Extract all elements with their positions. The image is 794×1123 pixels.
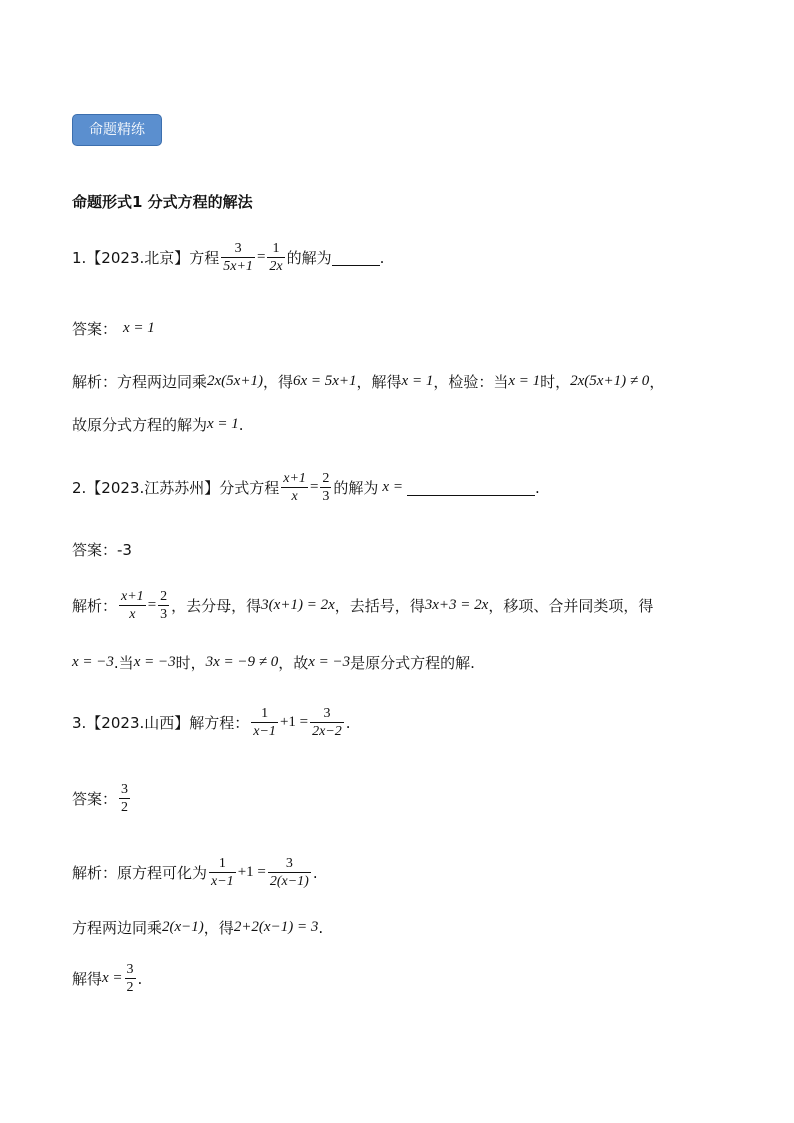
q2-answer-value: -3	[117, 540, 132, 559]
q2-analysis-line-2	[72, 652, 475, 673]
q3-lhs-fraction	[251, 705, 278, 740]
q3-b-lhs-fraction	[209, 855, 236, 890]
q2-expr-3: x = −3	[72, 654, 114, 670]
q2-text-4: .当	[113, 654, 134, 672]
q1-expr-b: 6x = 5x+1	[292, 373, 357, 389]
q1-analysis-line-1	[72, 371, 664, 392]
q2-analysis-line-1	[72, 588, 653, 623]
q3-answer	[72, 781, 132, 816]
q3-analysis-line-2	[72, 917, 323, 938]
q1-text-d: 时，	[540, 373, 571, 391]
q1-conclusion-text: 故原分式方程的解为	[72, 416, 208, 434]
q2-answer	[72, 539, 132, 560]
q1-answer	[72, 318, 155, 339]
q2-eq: =	[309, 479, 319, 495]
q3-step2-end: .	[318, 918, 324, 937]
q1-text-e: ，	[649, 373, 665, 391]
q2-analysis-text: 解析：	[72, 597, 118, 615]
q1-lhs-fraction	[221, 240, 255, 275]
q2-text-3: ，移项、合并同类项，得	[488, 597, 654, 615]
q3-step3-den: 2	[126, 980, 134, 995]
q1-rhs-den: 2x	[269, 259, 283, 274]
q2-text-1: ，去分母，得	[171, 597, 262, 615]
section-heading: 命题形式1 分式方程的解法	[72, 193, 253, 211]
q1-analysis-line-2	[72, 414, 244, 435]
q2-text-7: 是原分式方程的解.	[350, 654, 475, 672]
q1-lhs-den: 5x+1	[223, 259, 253, 274]
q3-step2-expr-1: 2(x−1)	[162, 919, 204, 935]
q2-answer-label: 答案：	[72, 541, 118, 559]
q2-lhs-fraction	[281, 470, 308, 505]
q3-step3-fraction	[125, 961, 136, 996]
q2-suffix: 的解为	[333, 479, 379, 497]
q2-expr-4: x = −3	[133, 654, 176, 670]
q1-end: .	[379, 248, 385, 267]
q3-b-end: .	[312, 863, 318, 882]
q3-ans-den: 2	[121, 800, 129, 815]
q1-rhs-num: 1	[272, 241, 280, 256]
q1-suffix: 的解为	[286, 249, 332, 267]
q1-analysis-text: 解析：方程两边同乘	[72, 373, 208, 391]
q2-answer-blank	[407, 494, 535, 496]
q1-eq: =	[256, 249, 266, 265]
q3-lhs-num: 1	[261, 706, 269, 721]
q2-analysis-lhs-fraction	[119, 588, 146, 623]
q3-b-den: x−1	[211, 874, 234, 889]
q3-b-rhs-fraction	[268, 855, 311, 890]
q1-expr-d: x = 1	[508, 373, 541, 389]
q2-expr-5: 3x = −9 ≠ 0	[205, 654, 279, 670]
q3-step3-end: .	[137, 969, 143, 988]
q3-step2-text-2: ，得	[203, 919, 234, 937]
q2-text-2: ，去括号，得	[334, 597, 425, 615]
q3-analysis-line-3	[72, 961, 142, 996]
q1-answer-blank	[332, 264, 380, 266]
q3-analysis-line-1	[72, 855, 318, 890]
q1-conclusion-end: .	[238, 415, 244, 434]
q1-answer-value: x = 1	[123, 320, 155, 336]
q2-expr-2: 3x+3 = 2x	[424, 597, 489, 613]
q2-a-eq: =	[147, 597, 157, 613]
q3-b-plus: +1 =	[237, 864, 266, 880]
q1-expr-f: x = 1	[207, 416, 239, 432]
q3-rhs-den: 2x−2	[312, 724, 342, 739]
q3-plus: +1 =	[279, 714, 309, 730]
q3-answer-fraction	[119, 781, 130, 816]
q1-prefix: 1.【2023.北京】方程	[72, 249, 220, 267]
q3-step2-text: 方程两边同乘	[72, 919, 163, 937]
q1-expr-c: x = 1	[401, 373, 434, 389]
q3-b-num: 1	[218, 856, 226, 871]
q2-expr-1: 3(x+1) = 2x	[261, 597, 335, 613]
q2-a-num: x+1	[121, 589, 144, 604]
q3-rhs-num: 3	[323, 706, 331, 721]
q1-text-a: ，得	[262, 373, 293, 391]
q3-ans-num: 3	[121, 782, 129, 797]
q1-expr-a: 2x(5x+1)	[207, 373, 263, 389]
q1-text-c: ，检验：当	[433, 373, 509, 391]
q1-answer-label: 答案：	[72, 320, 118, 338]
question-3	[72, 705, 351, 740]
q2-text-6: ，故	[278, 654, 309, 672]
question-2	[72, 470, 540, 505]
question-1	[72, 240, 384, 275]
q3-prefix: 3.【2023.山西】解方程：	[72, 714, 250, 732]
q2-end: .	[534, 478, 540, 497]
q1-lhs-num: 3	[234, 241, 242, 256]
q3-b-rden: 2(x−1)	[269, 874, 309, 889]
q3-rhs-fraction	[310, 705, 344, 740]
q2-a-rden: 3	[160, 607, 168, 622]
q3-step3-text: 解得	[72, 970, 103, 988]
q2-prefix: 2.【2023.江苏苏州】分式方程	[72, 479, 280, 497]
q2-analysis-rhs-fraction	[158, 588, 169, 623]
q2-x-eq: x =	[382, 479, 403, 495]
section-badge: 命题精练	[72, 114, 162, 146]
q2-rhs-den: 3	[322, 489, 330, 504]
q2-lhs-num: x+1	[283, 471, 306, 486]
q3-step3-num: 3	[126, 962, 134, 977]
q2-expr-6: x = −3	[308, 654, 351, 670]
q3-step3-x: x =	[102, 970, 123, 986]
q1-rhs-fraction	[267, 240, 284, 275]
q3-analysis-text: 解析：原方程可化为	[72, 864, 208, 882]
q3-lhs-den: x−1	[253, 724, 276, 739]
q2-rhs-fraction	[320, 470, 331, 505]
q3-b-rnum: 3	[285, 856, 293, 871]
q2-lhs-den: x	[281, 487, 308, 505]
q2-text-5: 时，	[175, 654, 206, 672]
q3-answer-label: 答案：	[72, 790, 118, 808]
q3-end: .	[345, 713, 351, 732]
q3-step2-expr-2: 2+2(x−1) = 3	[233, 919, 319, 935]
q1-expr-e: 2x(5x+1) ≠ 0	[570, 373, 650, 389]
q1-text-b: ，解得	[356, 373, 402, 391]
q2-a-rnum: 2	[160, 589, 168, 604]
q2-a-den: x	[119, 605, 146, 623]
q2-rhs-num: 2	[322, 471, 330, 486]
